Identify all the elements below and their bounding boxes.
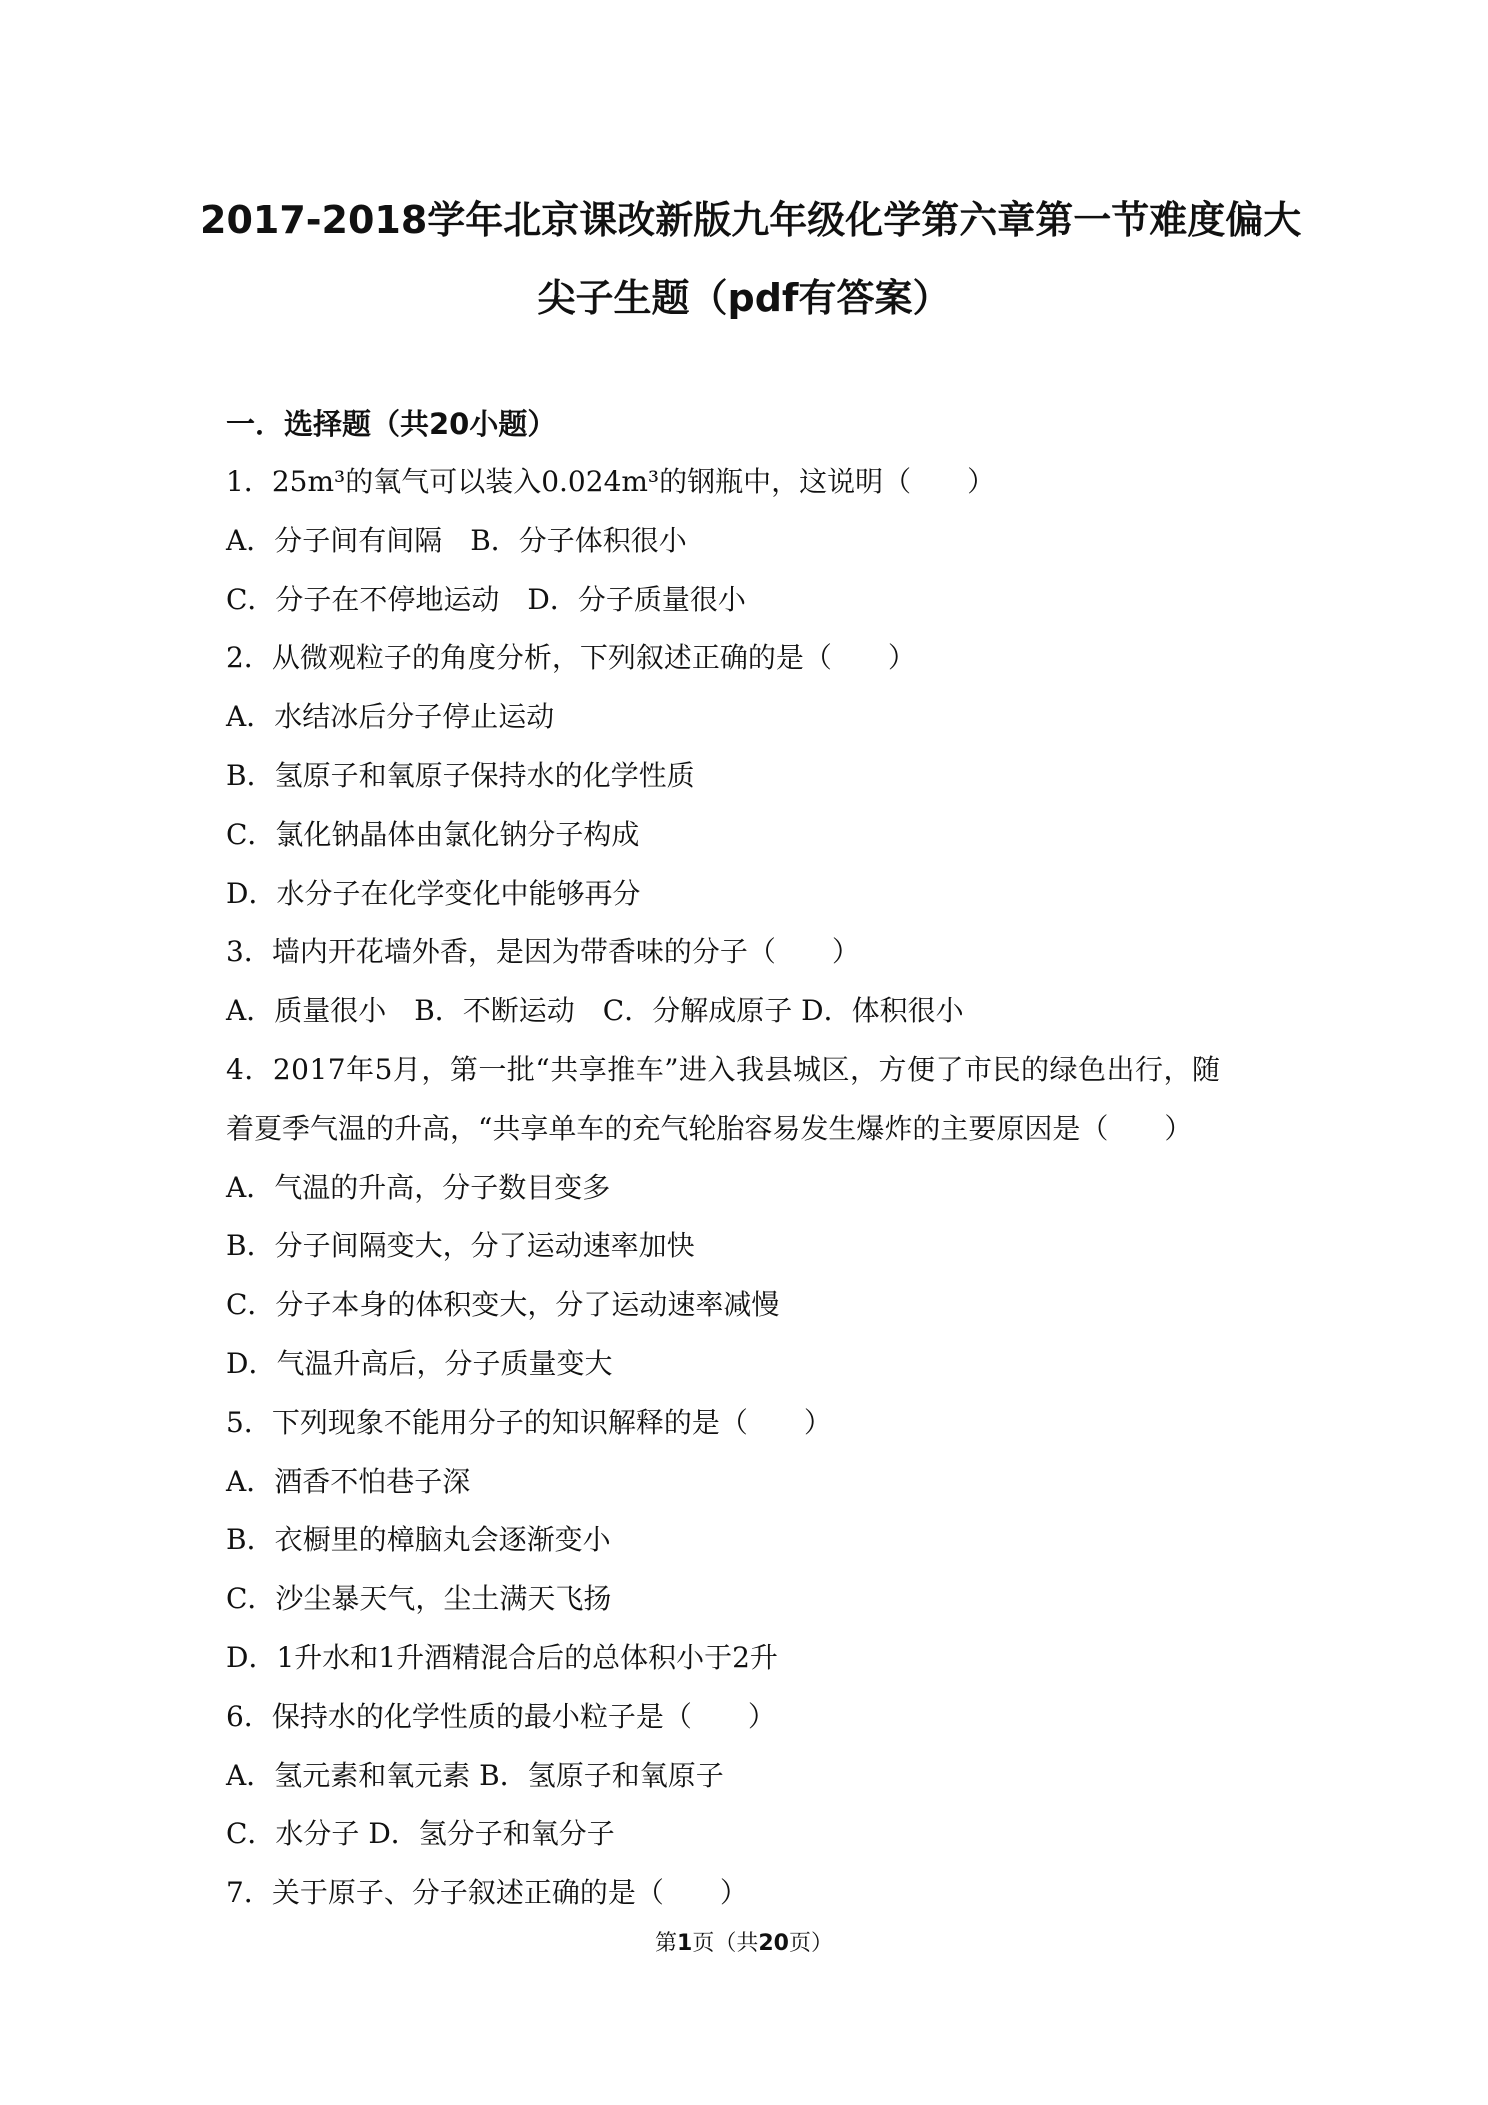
footer-page-number: 1 <box>677 1931 693 1956</box>
footer-suffix: 页） <box>788 1931 833 1956</box>
footer-prefix: 第 <box>655 1931 678 1956</box>
question-6-stem: 6．保持水的化学性质的最小粒子是（ ） <box>226 1699 776 1733</box>
question-5-stem: 5．下列现象不能用分子的知识解释的是（ ） <box>226 1405 832 1439</box>
question-5-option-a: A．酒香不怕巷子深 <box>226 1464 471 1498</box>
footer-middle: 页（共 <box>692 1931 759 1956</box>
question-5-option-d: D．1升水和1升酒精混合后的总体积小于2升 <box>226 1640 778 1674</box>
question-7-stem: 7．关于原子、分子叙述正确的是（ ） <box>226 1876 748 1910</box>
question-4-stem-line2: 着夏季气温的升高，“共享单车的充气轮胎容易发生爆炸的主要原因是（ ） <box>226 1111 1193 1145</box>
question-2-option-b: B．氢原子和氧原子保持水的化学性质 <box>226 758 695 792</box>
question-2-stem: 2．从微观粒子的角度分析，下列叙述正确的是（ ） <box>226 641 916 675</box>
question-1-options-ab: A．分子间有间隔 B．分子体积很小 <box>226 523 687 557</box>
question-6-options-ab: A．氢元素和氧元素 B．氢原子和氧原子 <box>226 1758 724 1792</box>
page-footer <box>0 1930 1488 1958</box>
question-4-option-b: B．分子间隔变大，分了运动速率加快 <box>226 1229 695 1263</box>
section-heading: 一．选择题（共20小题） <box>226 407 557 441</box>
document-title-line2: 尖子生题（pdf有答案） <box>537 276 951 320</box>
question-1-stem: 1．25m³的氧气可以装入0.024m³的钢瓶中，这说明（ ） <box>226 465 996 498</box>
question-4-option-c: C．分子本身的体积变大，分了运动速率减慢 <box>226 1288 780 1322</box>
document-title-line1: 2017-2018学年北京课改新版九年级化学第六章第一节难度偏大 <box>200 198 1302 242</box>
question-3-stem: 3．墙内开花墙外香，是因为带香味的分子（ ） <box>226 935 860 969</box>
question-4-option-a: A．气温的升高，分子数目变多 <box>226 1170 611 1204</box>
footer-total-pages: 20 <box>758 1931 789 1956</box>
question-list <box>226 464 1276 1934</box>
question-1-options-cd: C．分子在不停地运动 D．分子质量很小 <box>226 582 746 616</box>
question-5-option-c: C．沙尘暴天气，尘土满天飞扬 <box>226 1582 612 1616</box>
question-4-stem-line1: 4．2017年5月，第一批“共享推车”进入我县城区，方便了市民的绿色出行，随 <box>226 1052 1221 1086</box>
question-2-option-c: C．氯化钠晶体由氯化钠分子构成 <box>226 817 640 851</box>
question-5-option-b: B．衣橱里的樟脑丸会逐渐变小 <box>226 1523 611 1557</box>
question-2-option-a: A．水结冰后分子停止运动 <box>226 700 555 734</box>
question-4-option-d: D．气温升高后，分子质量变大 <box>226 1346 613 1380</box>
question-2-option-d: D．水分子在化学变化中能够再分 <box>226 876 641 910</box>
question-3-options: A．质量很小 B．不断运动 C．分解成原子 D．体积很小 <box>226 994 964 1028</box>
question-6-options-cd: C．水分子 D．氢分子和氧分子 <box>226 1817 615 1851</box>
